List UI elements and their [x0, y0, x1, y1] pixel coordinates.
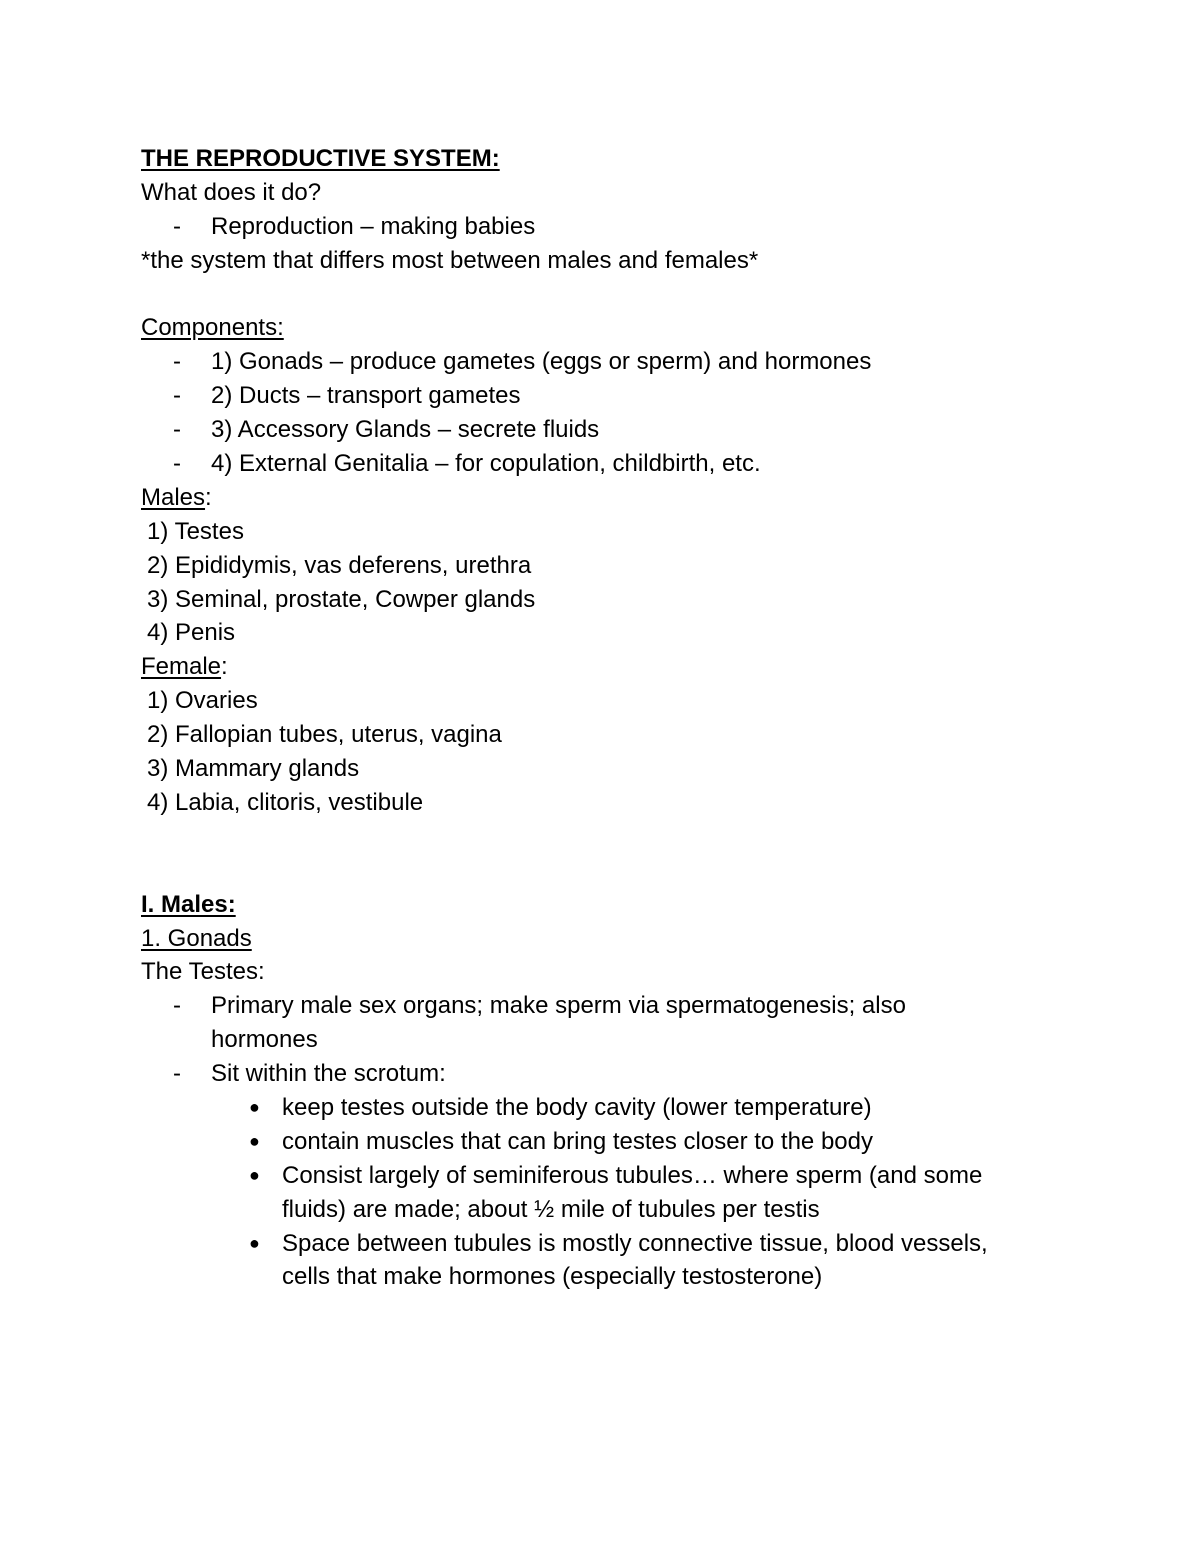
components-item-text: 4) External Genitalia – for copulation, childbirth, etc.	[211, 450, 761, 478]
components-item	[141, 413, 1101, 447]
dash-marker: -	[173, 450, 181, 478]
female-summary-item: 1) Ovaries	[147, 687, 258, 715]
males-summary-heading-row	[141, 481, 1101, 515]
males-summary-colon: :	[205, 483, 212, 511]
bullet-marker: ●	[249, 1130, 260, 1151]
components-item	[141, 379, 1101, 413]
dash-marker: -	[173, 348, 181, 376]
section-males-point	[141, 989, 971, 1057]
components-heading: Components:	[141, 314, 284, 342]
section-males-heading: I. Males:	[141, 890, 236, 918]
blank-line	[141, 278, 1101, 312]
scrotum-sub-point	[141, 1159, 1042, 1227]
scrotum-sub-point	[141, 1125, 1101, 1159]
scrotum-sub-point-text: Consist largely of seminiferous tubules… where sperm (and some fluids) are made; about ½ mile of tubules per testis	[282, 1161, 983, 1223]
intro-note: *the system that differs most between males and females*	[141, 246, 759, 274]
section-males-subheading: 1. Gonads	[141, 924, 252, 952]
female-summary-item: 4) Labia, clitoris, vestibule	[147, 788, 424, 816]
bullet-marker: ●	[249, 1232, 260, 1253]
female-summary-item: 2) Fallopian tubes, uterus, vagina	[147, 721, 502, 749]
males-summary-item: 4) Penis	[147, 619, 236, 647]
bullet-marker: ●	[249, 1164, 260, 1185]
female-summary-heading-row	[141, 650, 1101, 684]
scrotum-sub-point	[141, 1091, 1101, 1125]
scrotum-sub-point-text: contain muscles that can bring testes closer to the body	[282, 1127, 873, 1155]
female-summary-heading: Female	[141, 653, 222, 681]
intro-answer: Reproduction – making babies	[211, 212, 536, 240]
components-item	[141, 345, 1101, 379]
scrotum-sub-point-text: Space between tubules is mostly connective tissue, blood vessels, cells that make hormones (especially testosterone)	[282, 1229, 988, 1291]
document-content	[141, 142, 1101, 1294]
components-item-text: 1) Gonads – produce gametes (eggs or sperm) and hormones	[211, 348, 872, 376]
scrotum-sub-point	[141, 1227, 1042, 1295]
blank-lines	[141, 820, 1101, 888]
dash-marker: -	[173, 1060, 181, 1088]
dash-marker: -	[173, 382, 181, 410]
components-item-text: 3) Accessory Glands – secrete fluids	[211, 416, 600, 444]
males-summary-heading: Males	[141, 483, 206, 511]
female-summary-item: 3) Mammary glands	[147, 755, 360, 783]
intro-answer-item	[141, 210, 1101, 244]
section-males-point-text: Sit within the scrotum:	[211, 1060, 446, 1088]
components-item-text: 2) Ducts – transport gametes	[211, 382, 521, 410]
dash-marker: -	[173, 416, 181, 444]
bullet-marker: ●	[249, 1096, 260, 1117]
dash-marker: -	[173, 992, 181, 1020]
document-title: THE REPRODUCTIVE SYSTEM:	[141, 145, 500, 172]
female-summary-colon: :	[221, 653, 228, 681]
dash-marker: -	[173, 212, 181, 240]
males-summary-item: 2) Epididymis, vas deferens, urethra	[147, 551, 532, 579]
intro-question: What does it do?	[141, 178, 322, 206]
scrotum-sub-point-text: keep testes outside the body cavity (lower temperature)	[282, 1093, 872, 1121]
males-summary-item: 1) Testes	[147, 517, 244, 545]
males-summary-item: 3) Seminal, prostate, Cowper glands	[147, 585, 536, 613]
section-males-point	[141, 1057, 1101, 1091]
section-males-point-text: Primary male sex organs; make sperm via spermatogenesis; also hormones	[211, 992, 906, 1054]
section-males-label: The Testes:	[141, 958, 265, 986]
components-item	[141, 447, 1101, 481]
